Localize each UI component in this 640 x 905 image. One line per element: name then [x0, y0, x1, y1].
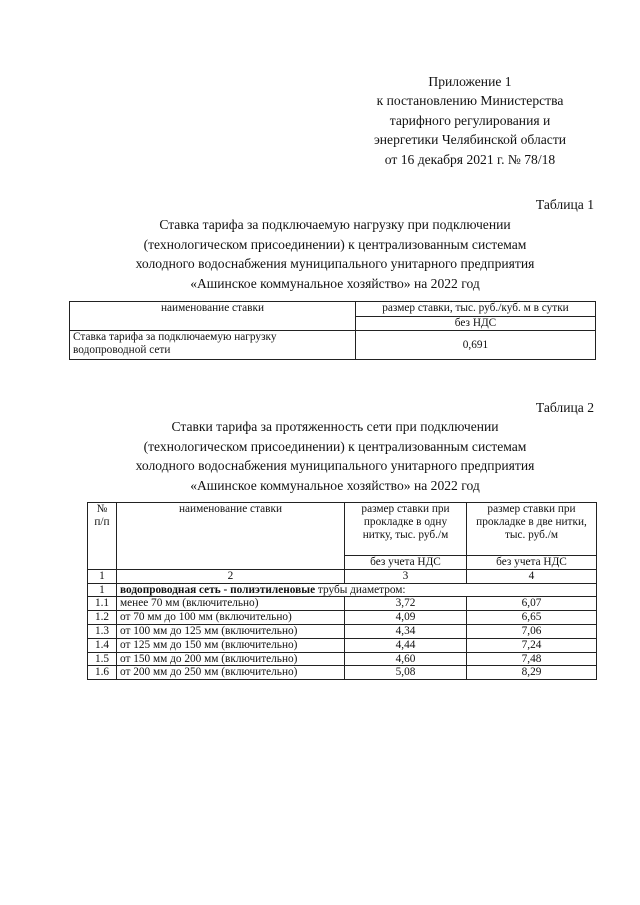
section-title: [117, 583, 597, 597]
table2-header-one: размер ставки при прокладке в одну нитку, тыс. руб./м: [345, 503, 467, 556]
table2-header-vat1: без учета НДС: [345, 556, 467, 570]
row-value-one: 3,72: [345, 597, 467, 611]
caption-line: (технологическом присоединении) к централизованным системам: [143, 236, 527, 252]
row-name: от 200 мм до 250 мм (включительно): [117, 666, 345, 680]
row-number: 1.1: [88, 597, 117, 611]
row-number: 1.3: [88, 624, 117, 638]
column-number: 4: [467, 569, 597, 583]
table-row: [88, 638, 597, 652]
table-row: [88, 666, 597, 680]
appendix-note: [340, 72, 600, 169]
table-row: [88, 611, 597, 625]
table1-row-value: 0,691: [356, 331, 596, 360]
column-number: 1: [88, 569, 117, 583]
row-value-two: 6,65: [467, 611, 597, 625]
table-row: [88, 652, 597, 666]
row-value-two: 7,06: [467, 624, 597, 638]
caption-line: Ставки тарифа за протяженность сети при подключении: [171, 419, 499, 434]
table2: [87, 502, 597, 680]
row-value-two: 7,24: [467, 638, 597, 652]
table1-caption: [70, 215, 600, 293]
section-number: 1: [88, 583, 117, 597]
table2-header-vat2: без учета НДС: [467, 556, 597, 570]
caption-line: «Ашинское коммунальное хозяйство» на 2022 год: [190, 477, 480, 493]
row-value-one: 4,34: [345, 624, 467, 638]
table2-label: Таблица 2: [535, 400, 594, 415]
section-title-bold: водопроводная сеть - полиэтиленовые: [120, 583, 316, 596]
row-name: от 100 мм до 125 мм (включительно): [117, 624, 345, 638]
caption-line: холодного водоснабжения муниципального унитарного предприятия: [135, 458, 535, 474]
row-value-two: 7,48: [467, 652, 597, 666]
row-number: 1.4: [88, 638, 117, 652]
row-name: от 125 мм до 150 мм (включительно): [117, 638, 345, 652]
table1-label: Таблица 1: [535, 197, 594, 212]
row-value-one: 4,44: [345, 638, 467, 652]
row-number: 1.2: [88, 611, 117, 625]
row-name: менее 70 мм (включительно): [117, 597, 345, 611]
row-value-one: 4,60: [345, 652, 467, 666]
table1-header-vat: без НДС: [356, 316, 596, 331]
table2-header-name: наименование ставки: [117, 503, 345, 570]
caption-line: Ставка тарифа за подключаемую нагрузку при подключении: [159, 217, 511, 232]
row-number: 1.6: [88, 666, 117, 680]
appendix-line: от 16 декабря 2021 г. № 78/18: [384, 151, 556, 167]
appendix-line: тарифного регулирования и: [389, 112, 551, 128]
column-number: 3: [345, 569, 467, 583]
table2-header-two: размер ставки при прокладке в две нитки, тыс. руб./м: [467, 503, 597, 556]
row-value-two: 6,07: [467, 597, 597, 611]
row-name: от 150 мм до 200 мм (включительно): [117, 652, 345, 666]
appendix-line: Приложение 1: [428, 74, 512, 89]
caption-line: холодного водоснабжения муниципального унитарного предприятия: [135, 256, 535, 272]
row-name: от 70 мм до 100 мм (включительно): [117, 611, 345, 625]
row-number: 1.5: [88, 652, 117, 666]
row-value-two: 8,29: [467, 666, 597, 680]
caption-line: (технологическом присоединении) к централизованным системам: [143, 438, 527, 454]
appendix-line: энергетики Челябинской области: [373, 132, 567, 148]
row-value-one: 5,08: [345, 666, 467, 680]
table1: [69, 301, 596, 360]
table-row: [88, 597, 597, 611]
caption-line: «Ашинское коммунальное хозяйство» на 2022 год: [190, 275, 480, 291]
column-number: 2: [117, 569, 345, 583]
row-value-one: 4,09: [345, 611, 467, 625]
table2-caption: [70, 417, 600, 495]
table2-header-num: № п/п: [88, 503, 117, 570]
section-title-rest: трубы диаметром:: [315, 583, 406, 596]
appendix-line: к постановлению Министерства: [376, 93, 564, 109]
table-row: [88, 624, 597, 638]
table1-header-name: наименование ставки: [70, 302, 356, 331]
table1-header-size: размер ставки, тыс. руб./куб. м в сутки: [356, 302, 596, 317]
table1-row-name: Ставка тарифа за подключаемую нагрузку водопроводной сети: [70, 331, 356, 360]
